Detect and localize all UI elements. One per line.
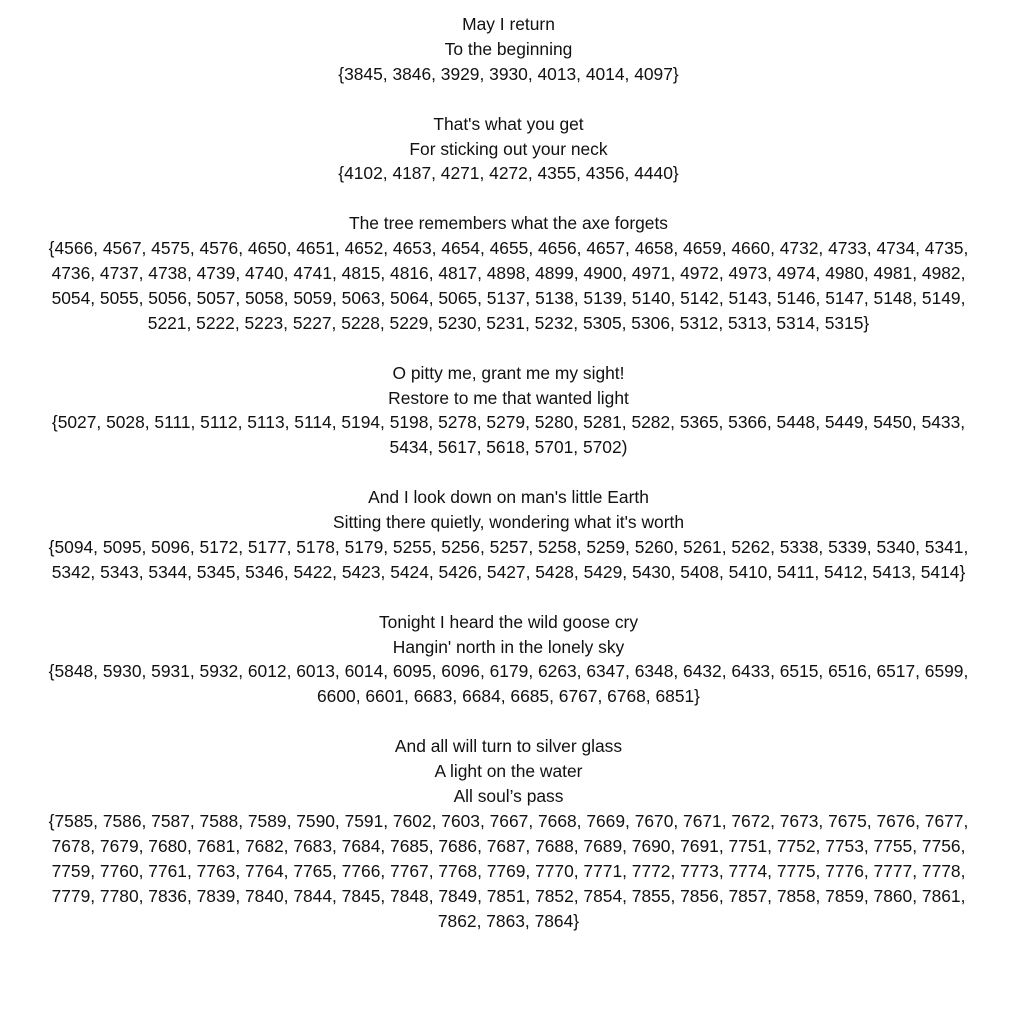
verse-line: May I return [462,14,555,34]
verse-line: And all will turn to silver glass [394,736,623,757]
verse-line: A light on the water [434,761,583,782]
verse-line: All soul’s pass [453,786,564,806]
number-set: {4102, 4187, 4271, 4272, 4355, 4356, 4440} [338,163,679,184]
number-set: {3845, 3846, 3929, 3930, 4013, 4014, 4097} [338,63,679,84]
stanza-6 [0,610,1017,710]
number-set: {5027, 5028, 5111, 5112, 5113, 5114, 5194, 5198, 5278, 5279, 5280, 5281, 5282, 5365, 5366, 5448, 5449, 5450, 5433, 5434, 5617, 5618, 5701, 5702) [51,412,966,458]
stanza-2 [0,112,1017,187]
verse-line: O pitty me, grant me my sight! [392,362,625,383]
poem-document [0,12,1017,958]
verse-line: For sticking out your neck [409,138,608,159]
number-set: {7585, 7586, 7587, 7588, 7589, 7590, 7591, 7602, 7603, 7667, 7668, 7669, 7670, 7671, 7672, 7673, 7675, 7676, 7677, 7678, 7679, 7680, 7681, 7682, 7683, 7684, 7685, 7686, 7687, 7688, 7689, 7690, 7691, 7751, 7752, 7753, 7755, 7756, 7759, 7760, 7761, 7763, 7764, 7765, 7766, 7767, 7768, 7769, 7770, 7771, 7772, 7773, 7774, 7775, 7776, 7777, 7778, 7779, 7780, 7836, 7839, 7840, 7844, 7845, 7848, 7849, 7851, 7852, 7854, 7855, 7856, 7857, 7858, 7859, 7860, 7861, 7862, 7863, 7864} [48,810,969,931]
verse-line: Sitting there quietly, wondering what it's worth [333,512,684,533]
stanza-7 [0,734,1017,933]
verse-line: Tonight I heard the wild goose cry [378,611,639,632]
stanza-3 [0,211,1017,336]
number-set: {4566, 4567, 4575, 4576, 4650, 4651, 4652, 4653, 4654, 4655, 4656, 4657, 4658, 4659, 4660, 4732, 4733, 4734, 4735, 4736, 4737, 4738, 4739, 4740, 4741, 4815, 4816, 4817, 4898, 4899, 4900, 4971, 4972, 4973, 4974, 4980, 4981, 4982, 5054, 5055, 5056, 5057, 5058, 5059, 5063, 5064, 5065, 5137, 5138, 5139, 5140, 5142, 5143, 5146, 5147, 5148, 5149, 5221, 5222, 5223, 5227, 5228, 5229, 5230, 5231, 5232, 5305, 5306, 5312, 5313, 5314, 5315} [48,238,969,333]
verse-line: The tree remembers what the axe forgets [349,213,668,234]
stanza-4 [0,361,1017,461]
verse-line: Restore to me that wanted light [388,387,629,408]
number-set: {5848, 5930, 5931, 5932, 6012, 6013, 6014, 6095, 6096, 6179, 6263, 6347, 6348, 6432, 6433, 6515, 6516, 6517, 6599, 6600, 6601, 6683, 6684, 6685, 6767, 6768, 6851} [48,661,969,707]
stanza-1 [0,12,1017,87]
verse-line: To the beginning [444,38,573,59]
number-set: {5094, 5095, 5096, 5172, 5177, 5178, 5179, 5255, 5256, 5257, 5258, 5259, 5260, 5261, 5262, 5338, 5339, 5340, 5341, 5342, 5343, 5344, 5345, 5346, 5422, 5423, 5424, 5426, 5427, 5428, 5429, 5430, 5408, 5410, 5411, 5412, 5413, 5414} [48,536,969,582]
stanza-5 [0,485,1017,585]
verse-line: Hangin' north in the lonely sky [392,636,625,657]
verse-line: And I look down on man's little Earth [368,487,649,508]
verse-line: That's what you get [433,113,584,134]
